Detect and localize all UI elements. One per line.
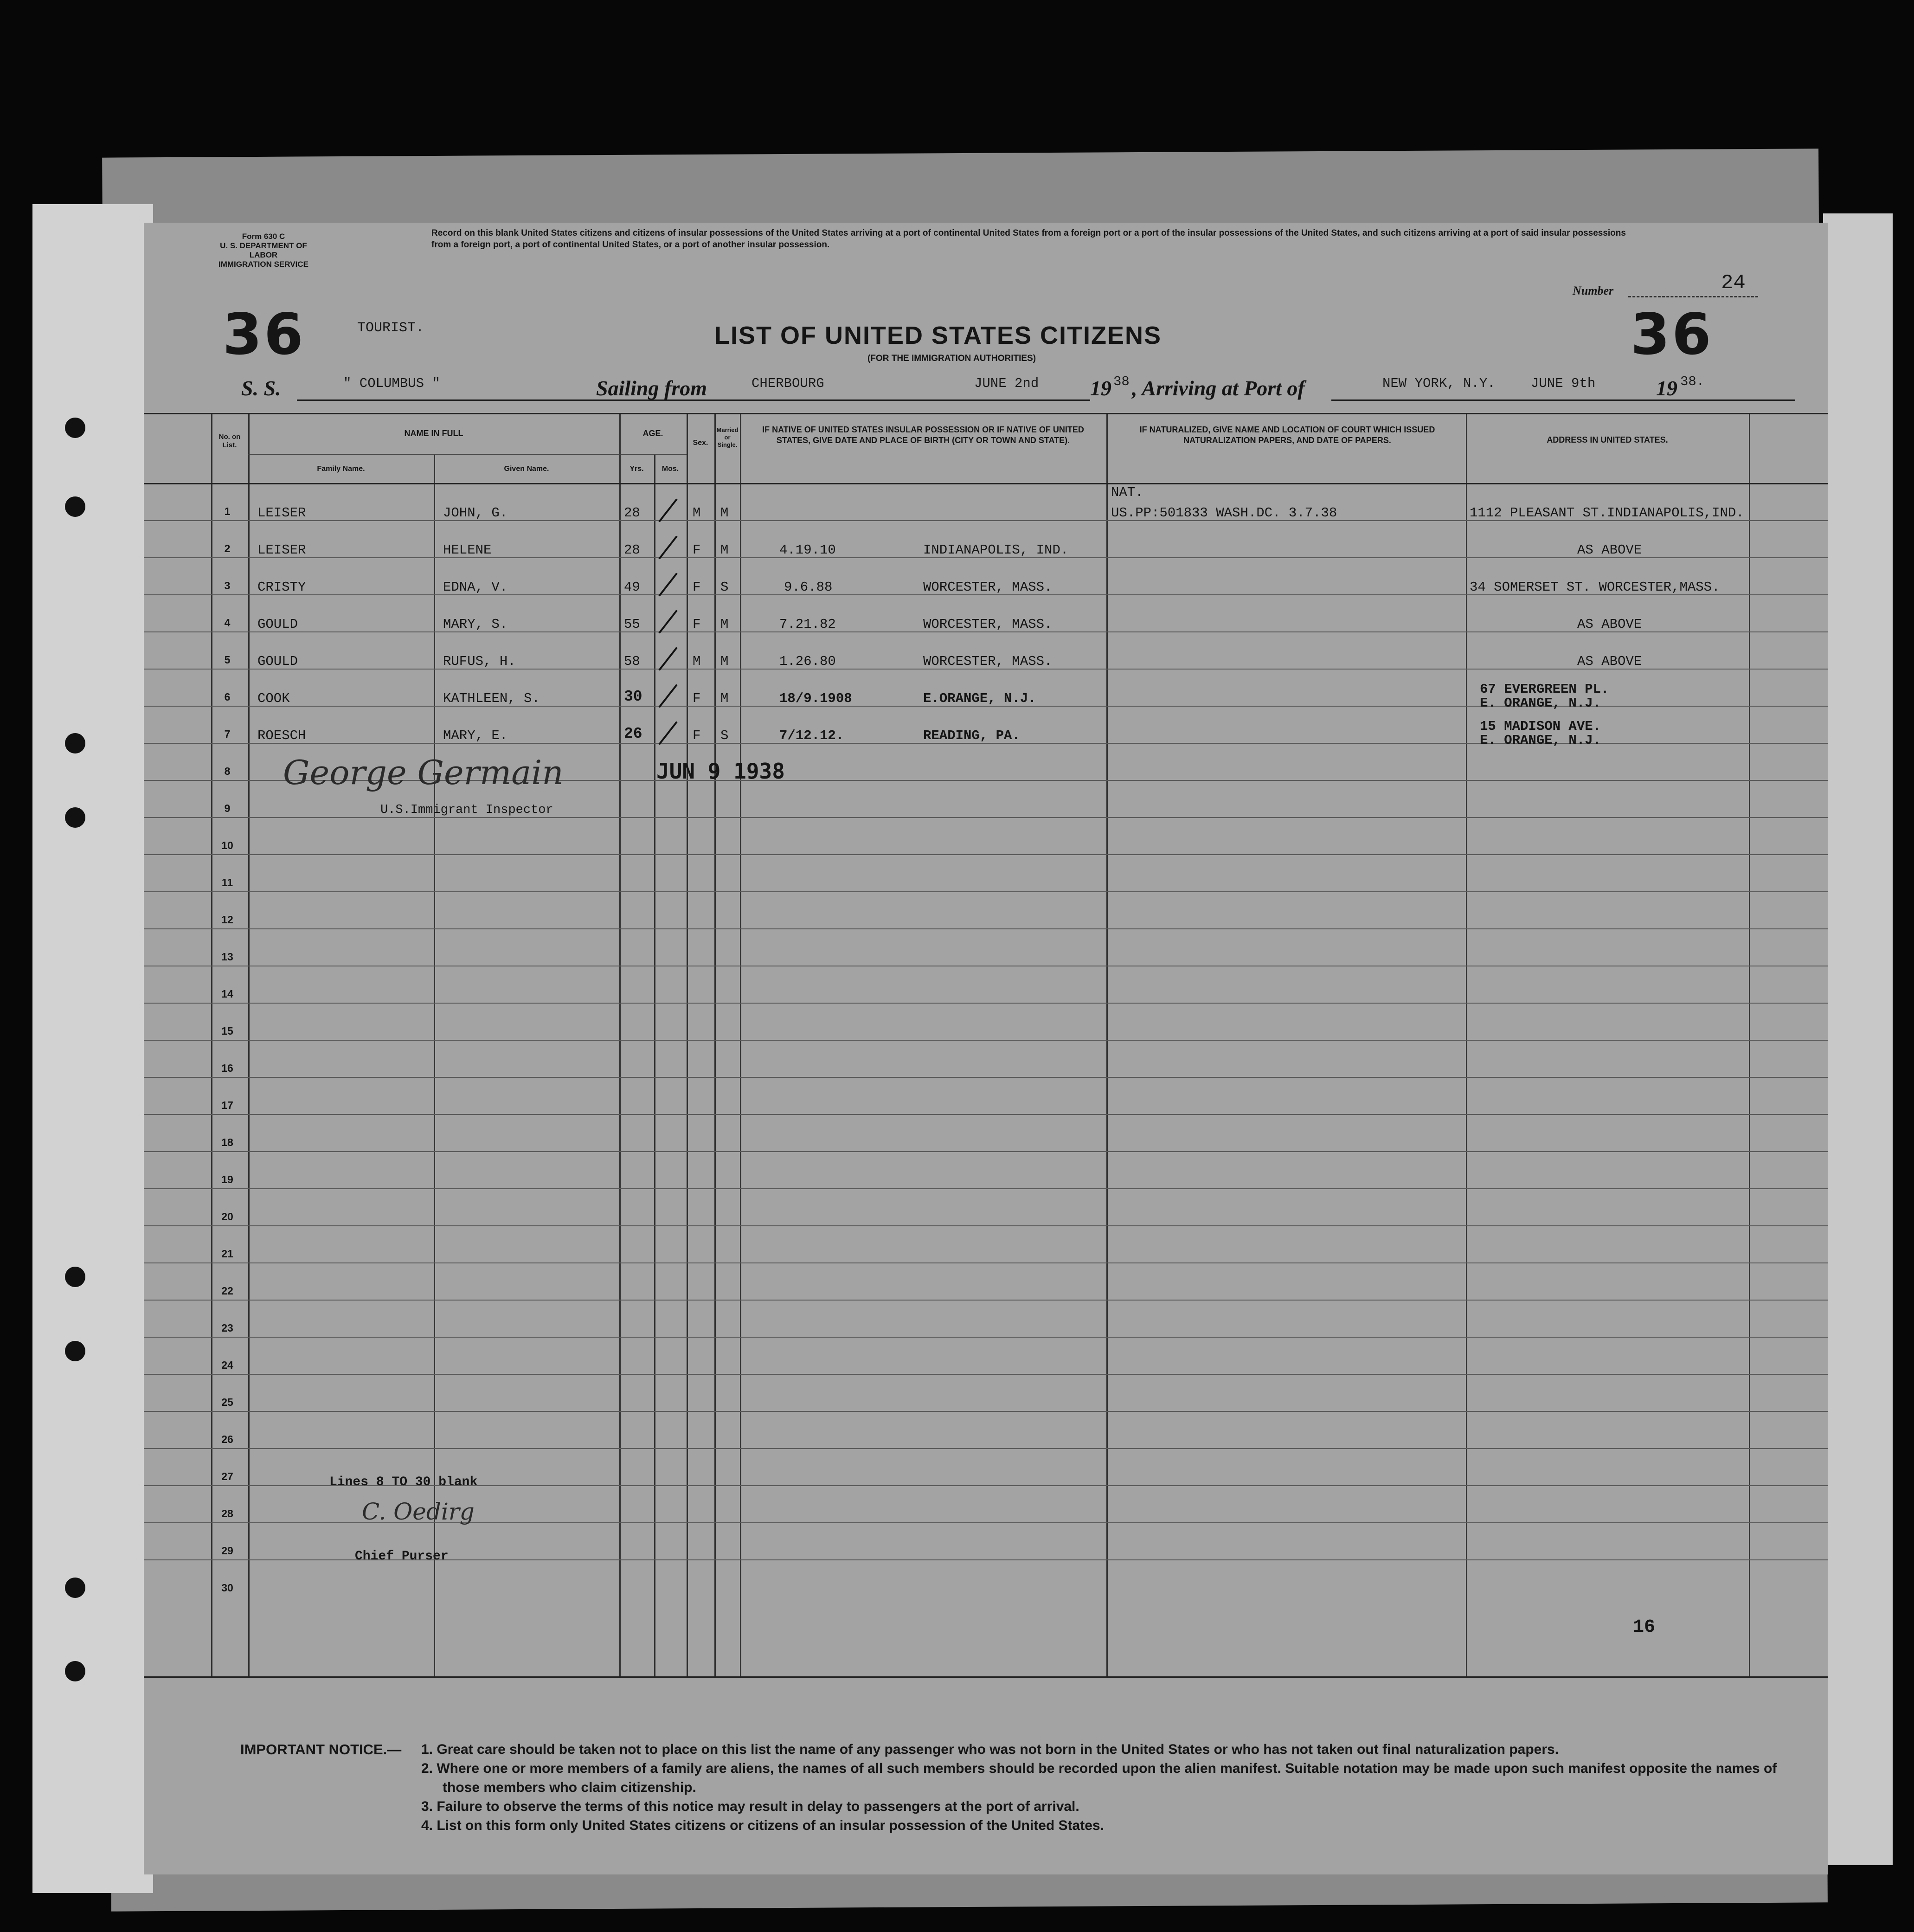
row-number: 4: [224, 617, 231, 629]
year-prefix-to: 19: [1656, 376, 1677, 400]
sex: F: [693, 728, 701, 743]
notice-heading: IMPORTANT NOTICE.—: [240, 1741, 402, 1758]
sheet-number-right: 36: [1631, 302, 1713, 367]
year-to: 38.: [1680, 374, 1705, 389]
ship-name: " COLUMBUS ": [343, 376, 440, 391]
family-name: CRISTY: [257, 580, 306, 595]
marital-status: S: [720, 580, 729, 595]
row-number: 15: [221, 1025, 233, 1037]
header-name-in-full: NAME IN FULL: [404, 429, 463, 438]
right-page-stack: [1823, 213, 1893, 1865]
check-mark: [658, 610, 677, 633]
address: 1112 PLEASANT ST.INDIANAPOLIS,IND.: [1470, 505, 1744, 521]
row-number: 22: [221, 1285, 233, 1297]
check-mark: [658, 573, 677, 596]
row-number: 20: [221, 1211, 233, 1223]
family-name: GOULD: [257, 654, 298, 669]
ss-label: S. S.: [241, 376, 281, 400]
row-number: 16: [221, 1062, 233, 1074]
purser-title: Chief Purser: [355, 1549, 449, 1564]
marital-status: M: [720, 542, 729, 558]
birth-date: 4.19.10: [779, 542, 836, 558]
header-family-name: Family Name.: [317, 465, 365, 473]
naturalized-label: NAT.: [1111, 485, 1143, 500]
birth-date: 7.21.82: [779, 617, 836, 632]
row-number: 7: [224, 728, 231, 740]
marital-status: M: [720, 654, 729, 669]
check-mark: [658, 647, 677, 670]
row-number: 24: [221, 1359, 233, 1371]
row-number: 23: [221, 1322, 233, 1334]
header-months: Mos.: [662, 465, 679, 473]
birth-date: 1.26.80: [779, 654, 836, 669]
age-years: 49: [624, 580, 640, 595]
passenger-table: [144, 413, 1828, 1678]
family-name: LEISER: [257, 505, 306, 521]
naturalization-info: US.PP:501833 WASH.DC. 3.7.38: [1111, 505, 1337, 521]
birth-place: READING, PA.: [923, 728, 1020, 743]
birth-date: 7/12.12.: [779, 728, 844, 743]
check-mark: [658, 721, 677, 745]
age-years: 55: [624, 617, 640, 632]
row-number: 17: [221, 1099, 233, 1111]
check-mark: [658, 684, 677, 708]
header-given-name: Given Name.: [504, 465, 549, 473]
left-page-edge: [32, 204, 153, 1893]
row-number: 21: [221, 1248, 233, 1260]
sex: F: [693, 542, 701, 558]
year-from: 38: [1113, 374, 1130, 389]
department-name: U. S. DEPARTMENT OF LABOR: [220, 241, 307, 259]
age-years: 28: [624, 505, 640, 521]
row-number: 13: [221, 951, 233, 963]
birth-date: 9.6.88: [784, 580, 833, 595]
service-name: IMMIGRATION SERVICE: [218, 260, 308, 269]
row-number: 30: [221, 1582, 233, 1594]
check-mark: [658, 498, 677, 522]
row-number: 28: [221, 1507, 233, 1520]
row-number: 29: [221, 1545, 233, 1557]
date-to: JUNE 9th: [1531, 376, 1596, 391]
row-number: 27: [221, 1470, 233, 1482]
row-number: 5: [224, 654, 231, 666]
address: AS ABOVE: [1577, 542, 1642, 558]
binding-hole: [65, 496, 85, 517]
age-years: 26: [624, 725, 642, 742]
binding-hole: [65, 733, 85, 753]
birth-place: INDIANAPOLIS, IND.: [923, 542, 1069, 558]
number-label: Number: [1573, 284, 1614, 297]
list-number: 24: [1721, 271, 1746, 295]
passenger-class: TOURIST.: [357, 320, 424, 336]
check-mark: [658, 535, 677, 559]
address-line-2: E. ORANGE, N.J.: [1480, 733, 1601, 748]
port-to-underline: [1331, 399, 1795, 401]
sex: M: [693, 654, 701, 669]
given-name: JOHN, G.: [443, 505, 508, 521]
sheet-number-left: 36: [223, 302, 305, 367]
header-no-on-list: No. on List.: [218, 433, 241, 449]
given-name: KATHLEEN, S.: [443, 691, 540, 706]
notice-item: 1. Great care should be taken not to place on this list the name of any passenger who was not born in the United States or who has not taken out final naturalization papers.: [421, 1742, 1559, 1757]
binding-hole: [65, 1341, 85, 1361]
marital-status: S: [720, 728, 729, 743]
family-name: GOULD: [257, 617, 298, 632]
sex: F: [693, 617, 701, 632]
given-name: HELENE: [443, 542, 492, 558]
row-number: 19: [221, 1173, 233, 1185]
notice-list: [421, 1740, 1790, 1835]
sex: M: [693, 505, 701, 521]
notice-item: 3. Failure to observe the terms of this notice may result in delay to passengers at the port of arrival.: [421, 1799, 1079, 1814]
page-subtitle: (FOR THE IMMIGRATION AUTHORITIES): [867, 354, 1036, 363]
year-prefix-from: 19: [1090, 376, 1111, 400]
port-to: NEW YORK, N.Y.: [1382, 376, 1496, 391]
family-name: COOK: [257, 691, 290, 706]
date-from: JUNE 2nd: [974, 376, 1039, 391]
birth-place: WORCESTER, MASS.: [923, 654, 1053, 669]
address: AS ABOVE: [1577, 617, 1642, 632]
header-age: AGE.: [642, 429, 663, 438]
blank-lines-note: Lines 8 TO 30 blank: [329, 1475, 478, 1489]
row-number: 8: [224, 765, 231, 777]
age-years: 58: [624, 654, 640, 669]
notice-item: 4. List on this form only United States citizens or citizens of an insular possession of the United States.: [421, 1818, 1104, 1833]
address: AS ABOVE: [1577, 654, 1642, 669]
row-number: 18: [221, 1136, 233, 1148]
manifest-form: [144, 223, 1828, 1874]
header-naturalized: IF NATURALIZED, GIVE NAME AND LOCATION OF COURT WHICH ISSUED NATURALIZATION PAPERS, AND DATE OF PAPERS.: [1139, 425, 1435, 445]
sex: F: [693, 580, 701, 595]
address: 15 MADISON AVE.: [1480, 719, 1601, 734]
header-years: Yrs.: [629, 465, 644, 473]
birth-date: 18/9.1908: [779, 691, 852, 706]
given-name: MARY, E.: [443, 728, 508, 743]
given-name: EDNA, V.: [443, 580, 508, 595]
age-years: 28: [624, 542, 640, 558]
binding-hole: [65, 1578, 85, 1598]
given-name: RUFUS, H.: [443, 654, 516, 669]
row-number: 26: [221, 1433, 233, 1445]
address: 34 SOMERSET ST. WORCESTER,MASS.: [1470, 580, 1720, 595]
row-number: 25: [221, 1396, 233, 1408]
binding-hole: [65, 418, 85, 438]
age-years: 30: [624, 688, 642, 705]
row-number: 2: [224, 542, 231, 554]
header-address: ADDRESS IN UNITED STATES.: [1547, 435, 1668, 444]
family-name: ROESCH: [257, 728, 306, 743]
row-number: 10: [221, 839, 233, 851]
sailing-label: Sailing from: [596, 376, 707, 400]
birth-place: WORCESTER, MASS.: [923, 580, 1053, 595]
marital-status: M: [720, 691, 729, 706]
record-instructions: Record on this blank United States citizens and citizens of insular possessions of the United States arriving at a port of continental United States from a foreign port or a port of the insular possessions of the United States, and such citizens arriving at a port of said insular possessions from a foreign port, a port of continental United States, or a port of another insular possession.: [431, 228, 1626, 250]
purser-signature: C. Oedirg: [362, 1498, 475, 1525]
family-name: LEISER: [257, 542, 306, 558]
row-number: 3: [224, 580, 231, 592]
marital-status: M: [720, 505, 729, 521]
header-sex: Sex.: [693, 439, 708, 447]
form-identifier: [217, 232, 310, 269]
form-number: Form 630 C: [242, 232, 285, 241]
sex: F: [693, 691, 701, 706]
row-number: 14: [221, 988, 233, 1000]
inspector-title: U.S.Immigrant Inspector: [380, 803, 553, 817]
arriving-label: , Arriving at Port of: [1132, 376, 1305, 400]
binding-hole: [65, 1661, 85, 1681]
binding-hole: [65, 807, 85, 828]
header-marital-status: Married or Single.: [716, 426, 739, 448]
row-number: 1: [224, 505, 231, 517]
address: 67 EVERGREEN PL.: [1480, 682, 1609, 697]
page-marker: 16: [1633, 1617, 1656, 1638]
birth-place: WORCESTER, MASS.: [923, 617, 1053, 632]
binding-hole: [65, 1267, 85, 1287]
date-from-underline: [960, 399, 1090, 401]
given-name: MARY, S.: [443, 617, 508, 632]
number-underline: [1628, 296, 1758, 297]
row-number: 9: [224, 802, 231, 814]
marital-status: M: [720, 617, 729, 632]
row-number: 6: [224, 691, 231, 703]
inspector-date-stamp: JUN 9 1938: [656, 759, 785, 784]
header-native-birth: IF NATIVE OF UNITED STATES INSULAR POSSESSION OR IF NATIVE OF UNITED STATES, GIVE DATE AND PLACE OF BIRTH (CITY OR TOWN AND STATE).: [762, 425, 1084, 445]
row-number: 12: [221, 914, 233, 926]
notice-item: 2. Where one or more members of a family are aliens, the names of all such members should be recorded upon the alien manifest. Suitable notation may be made upon such manifest opposite the names of those members who claim citizenship.: [421, 1761, 1777, 1795]
row-number: 11: [221, 876, 233, 889]
birth-place: E.ORANGE, N.J.: [923, 691, 1036, 706]
page-title: LIST OF UNITED STATES CITIZENS: [714, 322, 1162, 349]
address-line-2: E. ORANGE, N.J.: [1480, 696, 1601, 711]
inspector-signature: George Germain: [283, 753, 564, 792]
port-from: CHERBOURG: [751, 376, 824, 391]
